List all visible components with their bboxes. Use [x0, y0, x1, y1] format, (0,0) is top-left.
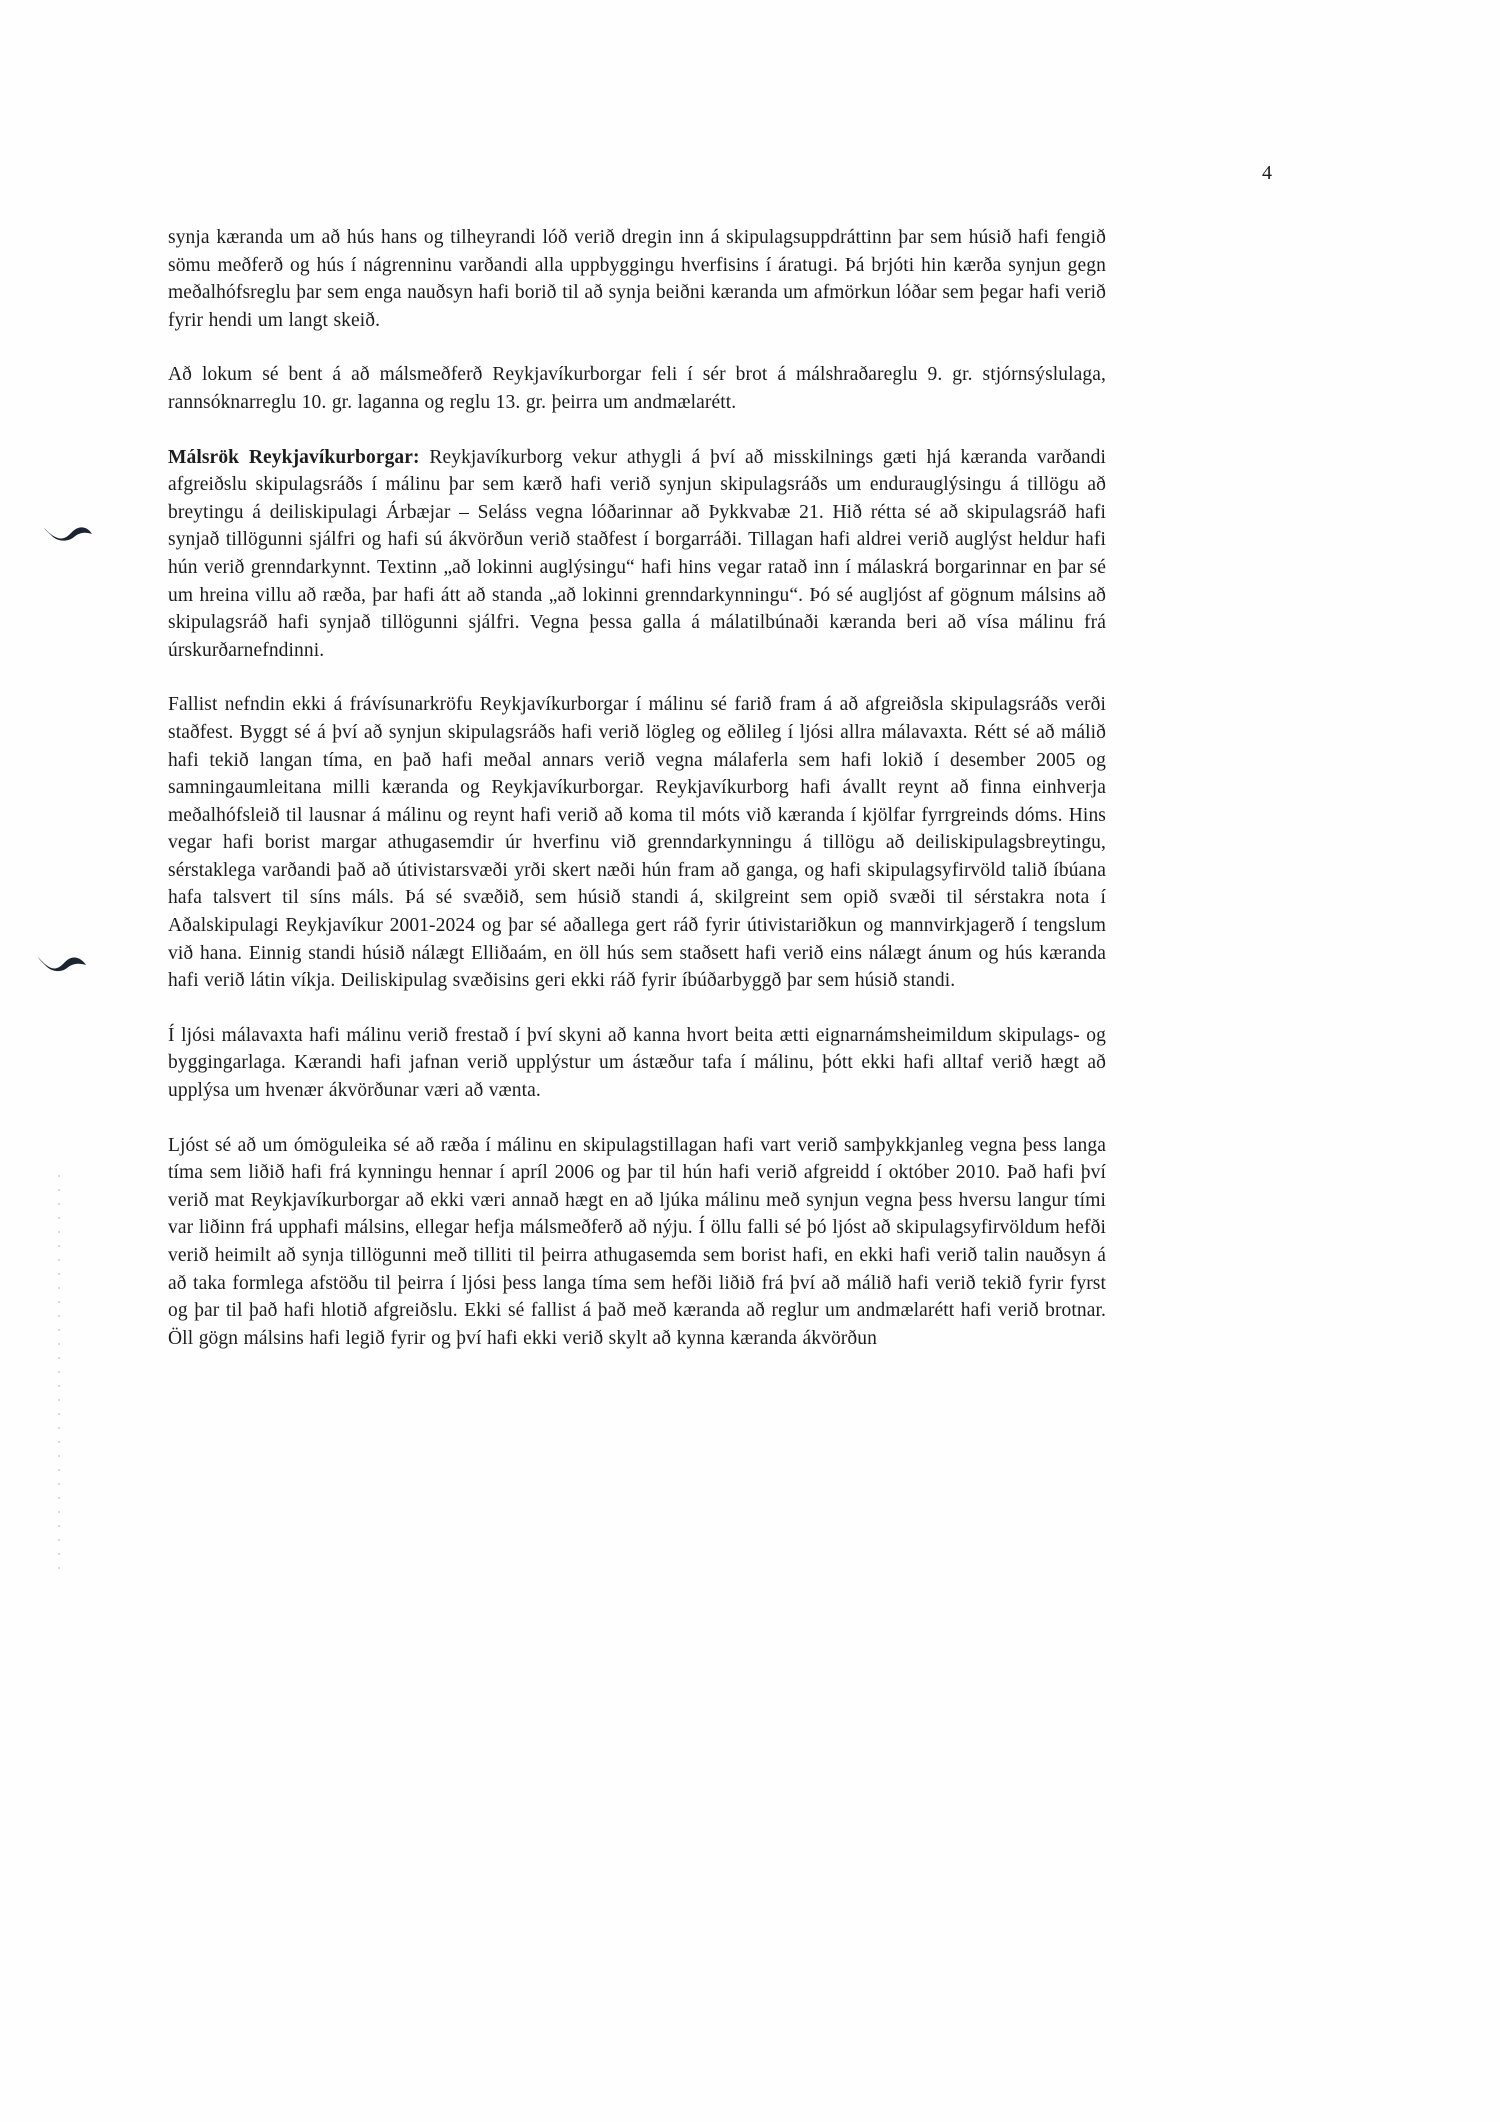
- paragraph: Málsrök Reykjavíkurborgar: Reykjavíkurborg vekur athygli á því að misskilnings gæti hjá kæranda varðandi afgreiðslu skipulagsráðs í málinu þar sem kærð hafi verið synjun skipulagsráðs um endurauglýsingu á tillögu að breytingu á deiliskipulagi Árbæjar – Seláss vegna lóðarinnar að Þykkvabæ 21. Hið rétta sé að skipulagsráð hafi synjað tillögunni sjálfri og hafi sú ákvörðun verið staðfest í borgarráði. Tillagan hafi aldrei verið auglýst heldur hafi hún verið grenndarkynnt. Textinn „að lokinni auglýsingu“ hafi hins vegar ratað inn í málaskrá borgarinnar en þar sé um hreina villu að ræða, þar hafi átt að standa „að lokinni grenndarkynningu“. Þó sé augljóst af gögnum málsins að skipulagsráð hafi synjað tillögunni sjálfri. Vegna þessa galla á málatilbúnaði kæranda beri að vísa málinu frá úrskurðarnefndinni.: [168, 446, 1106, 661]
- document-content: [168, 224, 1106, 1379]
- scan-artifact-dots: [58, 1175, 60, 1575]
- paragraph: Í ljósi málavaxta hafi málinu verið frestað í því skyni að kanna hvort beita ætti eignarnámsheimildum skipulags- og byggingarlaga. Kærandi hafi jafnan verið upplýstur um ástæður tafa í málinu, þótt ekki hafi alltaf verið hægt að upplýsa um hvenær ákvörðunar væri að vænta.: [168, 1024, 1106, 1102]
- handwritten-check-mark-icon: [42, 518, 94, 548]
- paragraph-lead: Málsrök Reykjavíkurborgar:: [168, 446, 430, 468]
- handwritten-check-mark-icon: [36, 948, 88, 978]
- paragraph: Fallist nefndin ekki á frávísunarkröfu Reykjavíkurborgar í málinu sé farið fram á að afgreiðsla skipulagsráðs verði staðfest. Byggt sé á því að synjun skipulagsráðs hafi verið lögleg og eðlileg í ljósi allra málavaxta. Rétt sé að málið hafi tekið langan tíma, en það hafi meðal annars verið vegna málaferla sem hafi lokið í desember 2005 og samningaumleitana milli kæranda og Reykjavíkurborgar. Reykjavíkurborg hafi ávallt reynt að finna einhverja meðalhófsleið til lausnar á málinu og reynt hafi verið að koma til móts við kæranda í kjölfar fyrrgreinds dóms. Hins vegar hafi borist margar athugasemdir úr hverfinu við grenndarkynningu á tillögu að deiliskipulagsbreytingu, sérstaklega varðandi það að útivistarsvæði yrði skert næði hún fram að ganga, og hafi skipulagsyfirvöld talið íbúana hafa talsvert til síns máls. Þá sé svæðið, sem húsið standi á, skilgreint sem opið svæði til sérstakra nota í Aðalskipulagi Reykjavíkur 2001-2024 og þar sé aðallega gert ráð fyrir útivistariðkun og mannvirkjagerð í tengslum við hana. Einnig standi húsið nálægt Elliðaám, en öll hús sem staðsett hafi verið eins nálægt ánum og hús kæranda hafi verið látin víkja. Deiliskipulag svæðisins geri ekki ráð fyrir íbúðarbyggð þar sem húsið standi.: [168, 694, 1106, 992]
- paragraph: Að lokum sé bent á að málsmeðferð Reykjavíkurborgar feli í sér brot á málshraðareglu 9. gr. stjórnsýslulaga, rannsóknarreglu 10. gr. laganna og reglu 13. gr. þeirra um andmælarétt.: [168, 364, 1106, 413]
- paragraph: synja kæranda um að hús hans og tilheyrandi lóð verið dregin inn á skipulagsuppdráttinn þar sem húsið hafi fengið sömu meðferð og hús í nágrenninu varðandi alla uppbyggingu hverfisins í áratugi. Þá brjóti hin kærða synjun gegn meðalhófsreglu þar sem enga nauðsyn hafi borið til að synja beiðni kæranda um afmörkun lóðar sem þegar hafi verið fyrir hendi um langt skeið.: [168, 227, 1106, 331]
- paragraph: Ljóst sé að um ómöguleika sé að ræða í málinu en skipulagstillagan hafi vart verið samþykkjanleg vegna þess langa tíma sem liðið hafi frá kynningu hennar í apríl 2006 og þar til hún hafi verið afgreidd í október 2010. Það hafi því verið mat Reykjavíkurborgar að ekki væri annað hægt en að ljúka málinu með synjun vegna þess hversu langur tími var liðinn frá upphafi málsins, ellegar hefja málsmeðferð að nýju. Í öllu falli sé þó ljóst að skipulagsyfirvöldum hefði verið heimilt að synja tillögunni með tilliti til þeirra athugasemda sem borist hafi, en ekki hafi verið talin nauðsyn á að taka formlega afstöðu til þeirra í ljósi þess langa tíma sem hefði liðið frá því að málið hafi verið tekið fyrir fyrst og þar til það hafi hlotið afgreiðslu. Ekki sé fallist á það með kæranda að reglur um andmælarétt hafi verið brotnar. Öll gögn málsins hafi legið fyrir og því hafi ekki verið skylt að kynna kæranda ákvörðun: [168, 1134, 1106, 1349]
- page-number: 4: [1262, 162, 1272, 184]
